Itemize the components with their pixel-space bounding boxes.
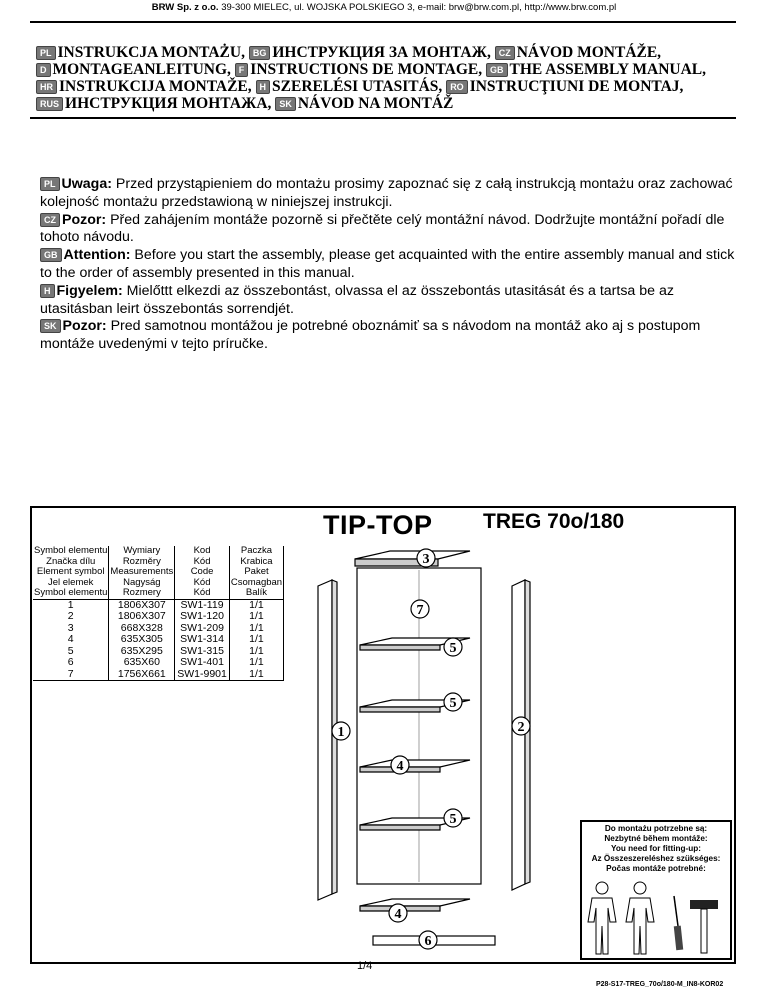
tools-text: Do montażu potrzebne są: Nezbytné během montáže: You need for fitting-up: Az Összeszereléshez szükséges: Počas montáže potrebné: xyxy=(591,824,721,873)
warning-pl: PL Uwaga: Przed przystąpieniem do montażu prosimy zapoznać się z całą instrukcją montażu oraz zachować kolejność montażu przedstawioną w niniejszej instrukcji. xyxy=(40,176,733,210)
diagram-label: 1 xyxy=(337,725,345,740)
warning-cz: CZ Pozor: Před zahájením montáže pozorně si přečtěte celý montážní návod. Dodržujte montážní pořadí dle tohoto návodu. xyxy=(40,211,725,246)
shelf-fixed-2 xyxy=(360,899,470,906)
diagram-label: 6 xyxy=(424,934,432,949)
col-symbol: Symbol elementu Značka dílu Element symbol Jel elemek Symbol elementu xyxy=(34,545,108,598)
table-row: 4 635X305 SW1-314 1/1 xyxy=(33,634,284,646)
title-line-1: PL INSTRUKCJA MONTAŻU, BG ИНСТРУКЦИЯ ЗА МОНТАЖ, CZ NÁVOD MONTÁŽE, xyxy=(36,44,736,61)
screwdriver-icon xyxy=(674,896,683,950)
shelf-lower-edge xyxy=(360,825,440,830)
title-line-4: RUS ИНСТРУКЦИЯ МОНТАЖА, SK NÁVOD NA MONTÁŽ xyxy=(36,95,736,112)
company-header: BRW Sp. z o.o. 39-300 MIELEC, ul. WOJSKA POLSKIEGO 3, e-mail: brw@brw.com.pl, http://www.brw.com.pl xyxy=(151,2,617,13)
table-row: 6 635X60 SW1-401 1/1 xyxy=(33,657,284,669)
diagram-label: 5 xyxy=(449,812,457,827)
tools-illustration xyxy=(582,878,730,958)
brand-name: TIP-TOP xyxy=(323,510,433,540)
table-row: 2 1806X307 SW1-120 1/1 xyxy=(33,611,284,623)
table-row: 5 635X295 SW1-315 1/1 xyxy=(33,646,284,658)
col-dimensions: Wymiary Rozměry Measurements Nagyság Rozmery xyxy=(110,545,174,598)
tools-required-box xyxy=(580,820,732,960)
side-panel-left xyxy=(318,580,332,900)
person-icon xyxy=(588,882,616,954)
person-icon xyxy=(626,882,654,954)
table-row: 3 668X328 SW1-209 1/1 xyxy=(33,623,284,635)
hammer-icon xyxy=(690,900,718,953)
shelf-middle-edge xyxy=(360,707,440,712)
title-line-3: HR INSTRUKCIJA MONTAŽE, H SZERELÉSI UTASITÁS, RO INSTRUCŢIUNI DE MONTAJ, xyxy=(36,78,736,95)
diagram-label: 4 xyxy=(396,759,404,774)
warning-gb: GB Attention: Before you start the assembly, please get acquainted with the entire assembly manual and stick to the order of assembly presented in this manual. xyxy=(40,247,735,281)
diagram-label: 5 xyxy=(449,696,457,711)
table-row: 1 1806X307 SW1-119 1/1 xyxy=(33,599,284,611)
col-package: Paczka Krabica Paket Csomagban Balík xyxy=(230,545,283,598)
diagram-label: 7 xyxy=(416,603,424,618)
diagram-label: 2 xyxy=(517,720,525,735)
col-code: Kod Kód Code Kód Kód xyxy=(175,546,230,599)
warning-h: H Figyelem: Mielőttt elkezdi az összebontást, olvassa el az összebontás utasitását és a tartsa be az utasitásban leirt összebontás sorrendjét. xyxy=(40,282,674,317)
document-reference: P28-S17-TREG_70o/180-M_IN8-KOR02 xyxy=(596,981,724,988)
diagram-label: 5 xyxy=(449,641,457,656)
model-name: TREG 70o/180 xyxy=(483,510,625,533)
title-line-2: D MONTAGEANLEITUNG, F INSTRUCTIONS DE MONTAGE, GB THE ASSEMBLY MANUAL, xyxy=(36,61,736,78)
table-row: 7 1756X661 SW1-9901 1/1 xyxy=(33,669,284,681)
warning-sk: SK Pozor: Pred samotnou montážou je potrebné oboznámiť sa s návodom na montáž ako aj s postupom montáže uvedenými v tejto príručke. xyxy=(40,318,701,353)
shelf-upper-edge xyxy=(360,645,440,650)
page-number: 1/4 xyxy=(357,960,373,972)
diagram-label: 4 xyxy=(394,907,402,922)
top-board xyxy=(355,551,470,559)
diagram-label: 3 xyxy=(422,552,430,567)
